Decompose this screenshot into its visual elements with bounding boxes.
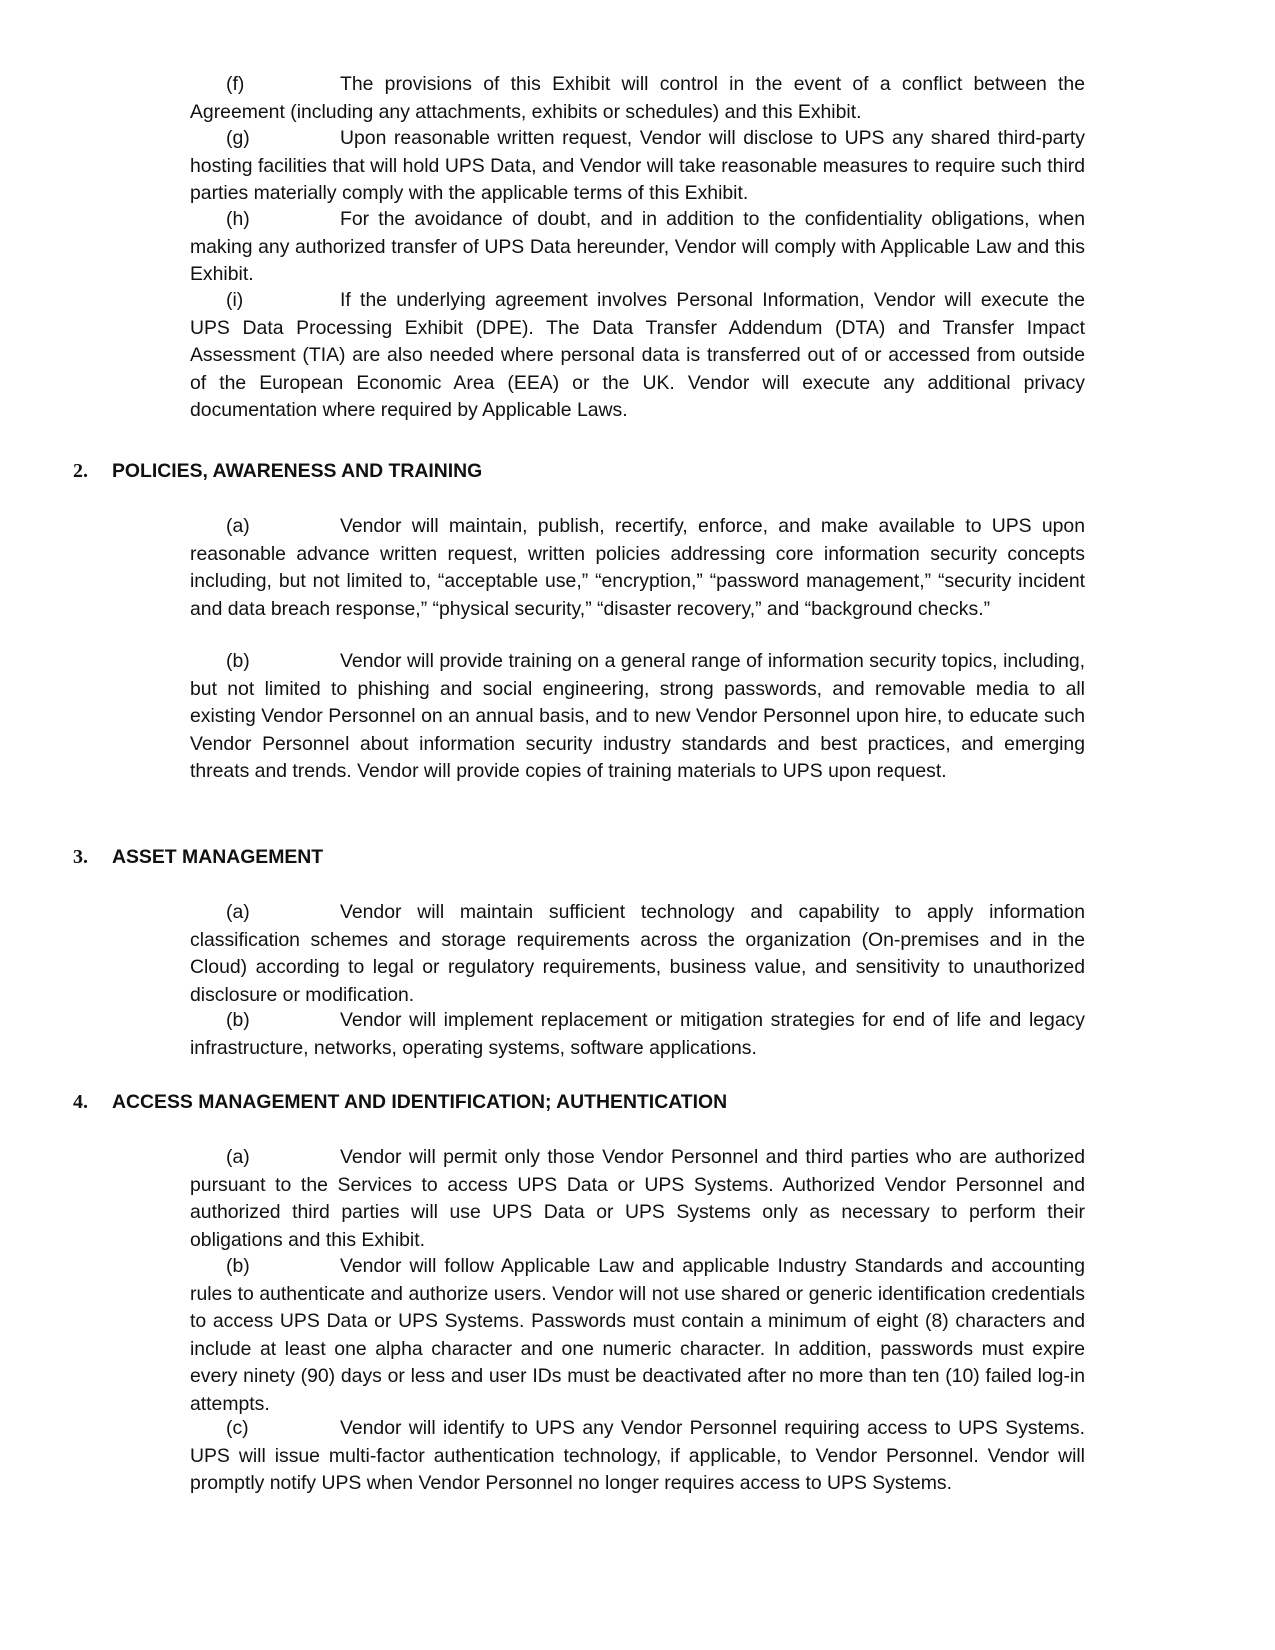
section-title: ACCESS MANAGEMENT AND IDENTIFICATION; AUTHENTICATION [112,1091,728,1113]
clause-4b [190,1253,1085,1418]
clause-text: For the avoidance of doubt, and in addition to the confidentiality obligations, when making any authorized transfer of UPS Data hereunder, Vendor will comply with Applicable Law and this Exhibit. [190,208,1085,285]
clause-2b [190,648,1085,786]
clause-text: Vendor will maintain sufficient technology and capability to apply information classification schemes and storage requirements across the organization (On-premises and in the Cloud) according to legal or regulatory requirements, business value, and sensitivity to unauthorized disclosure or modification. [190,901,1085,1006]
section-heading-asset-management [73,844,323,871]
clause-marker: (a) [226,515,250,537]
clause-3a [190,899,1085,1009]
clause-2a [190,513,1085,623]
clause-marker: (a) [226,1146,250,1168]
clause-marker: (i) [226,289,244,311]
clause-marker: (a) [226,901,250,923]
clause-4a [190,1144,1085,1254]
section-heading-policies [73,458,482,485]
clause-text: The provisions of this Exhibit will control in the event of a conflict between the Agreement (including any attachments, exhibits or schedules) and this Exhibit. [190,73,1085,123]
clause-text: If the underlying agreement involves Personal Information, Vendor will execute the UPS Data Processing Exhibit (DPE). The Data Transfer Addendum (DTA) and Transfer Impact Assessment (TIA) are also needed where personal data is transferred out of or accessed from outside of the European Economic Area (EEA) or the UK. Vendor will execute any additional privacy documentation where required by Applicable Laws. [190,289,1085,421]
section-number: 2. [73,460,88,482]
clause-marker: (g) [226,127,250,149]
clause-text: Vendor will identify to UPS any Vendor Personnel requiring access to UPS Systems. UPS will issue multi-factor authentication technology, if applicable, to Vendor Personnel. Vendor will promptly notify UPS when Vendor Personnel no longer requires access to UPS Systems. [190,1417,1085,1494]
section-number: 4. [73,1091,88,1113]
clause-marker: (b) [226,1009,250,1031]
clause-text: Upon reasonable written request, Vendor will disclose to UPS any shared third-party hosting facilities that will hold UPS Data, and Vendor will take reasonable measures to require such third parties materially comply with the applicable terms of this Exhibit. [190,127,1085,204]
section-title: POLICIES, AWARENESS AND TRAINING [112,460,483,482]
clause-text: Vendor will permit only those Vendor Personnel and third parties who are authorized pursuant to the Services to access UPS Data or UPS Systems. Authorized Vendor Personnel and authorized third parties will use UPS Data or UPS Systems only as necessary to perform their obligations and this Exhibit. [190,1146,1085,1251]
clause-1i [190,287,1085,425]
section-heading-access-management [73,1089,727,1116]
clause-text: Vendor will implement replacement or mitigation strategies for end of life and legacy infrastructure, networks, operating systems, software applications. [190,1009,1085,1059]
clause-marker: (h) [226,208,250,230]
clause-1g [190,125,1085,208]
clause-1h [190,206,1085,289]
section-title: ASSET MANAGEMENT [112,846,324,868]
clause-1f [190,71,1085,126]
clause-3b [190,1007,1085,1062]
clause-marker: (b) [226,650,250,672]
clause-marker: (f) [226,73,245,95]
clause-text: Vendor will maintain, publish, recertify, enforce, and make available to UPS upon reasonable advance written request, written policies addressing core information security concepts including, but not limited to, “acceptable use,” “encryption,” “password management,” “security incident and data breach response,” “physical security,” “disaster recovery,” and “background checks.” [190,515,1085,620]
clause-marker: (b) [226,1255,250,1277]
clause-text: Vendor will provide training on a general range of information security topics, including, but not limited to phishing and social engineering, strong passwords, and removable media to all existing Vendor Personnel on an annual basis, and to new Vendor Personnel upon hire, to educate such Vendor Personnel about information security industry standards and best practices, and emerging threats and trends. Vendor will provide copies of training materials to UPS upon request. [190,650,1085,782]
clause-text: Vendor will follow Applicable Law and applicable Industry Standards and accounting rules to authenticate and authorize users. Vendor will not use shared or generic identification credentials to access UPS Data or UPS Systems. Passwords must contain a minimum of eight (8) characters and include at least one alpha character and one numeric character. In addition, passwords must expire every ninety (90) days or less and user IDs must be deactivated after no more than ten (10) failed log-in attempts. [190,1255,1085,1415]
clause-marker: (c) [226,1417,249,1439]
clause-4c [190,1415,1085,1498]
section-number: 3. [73,846,88,868]
